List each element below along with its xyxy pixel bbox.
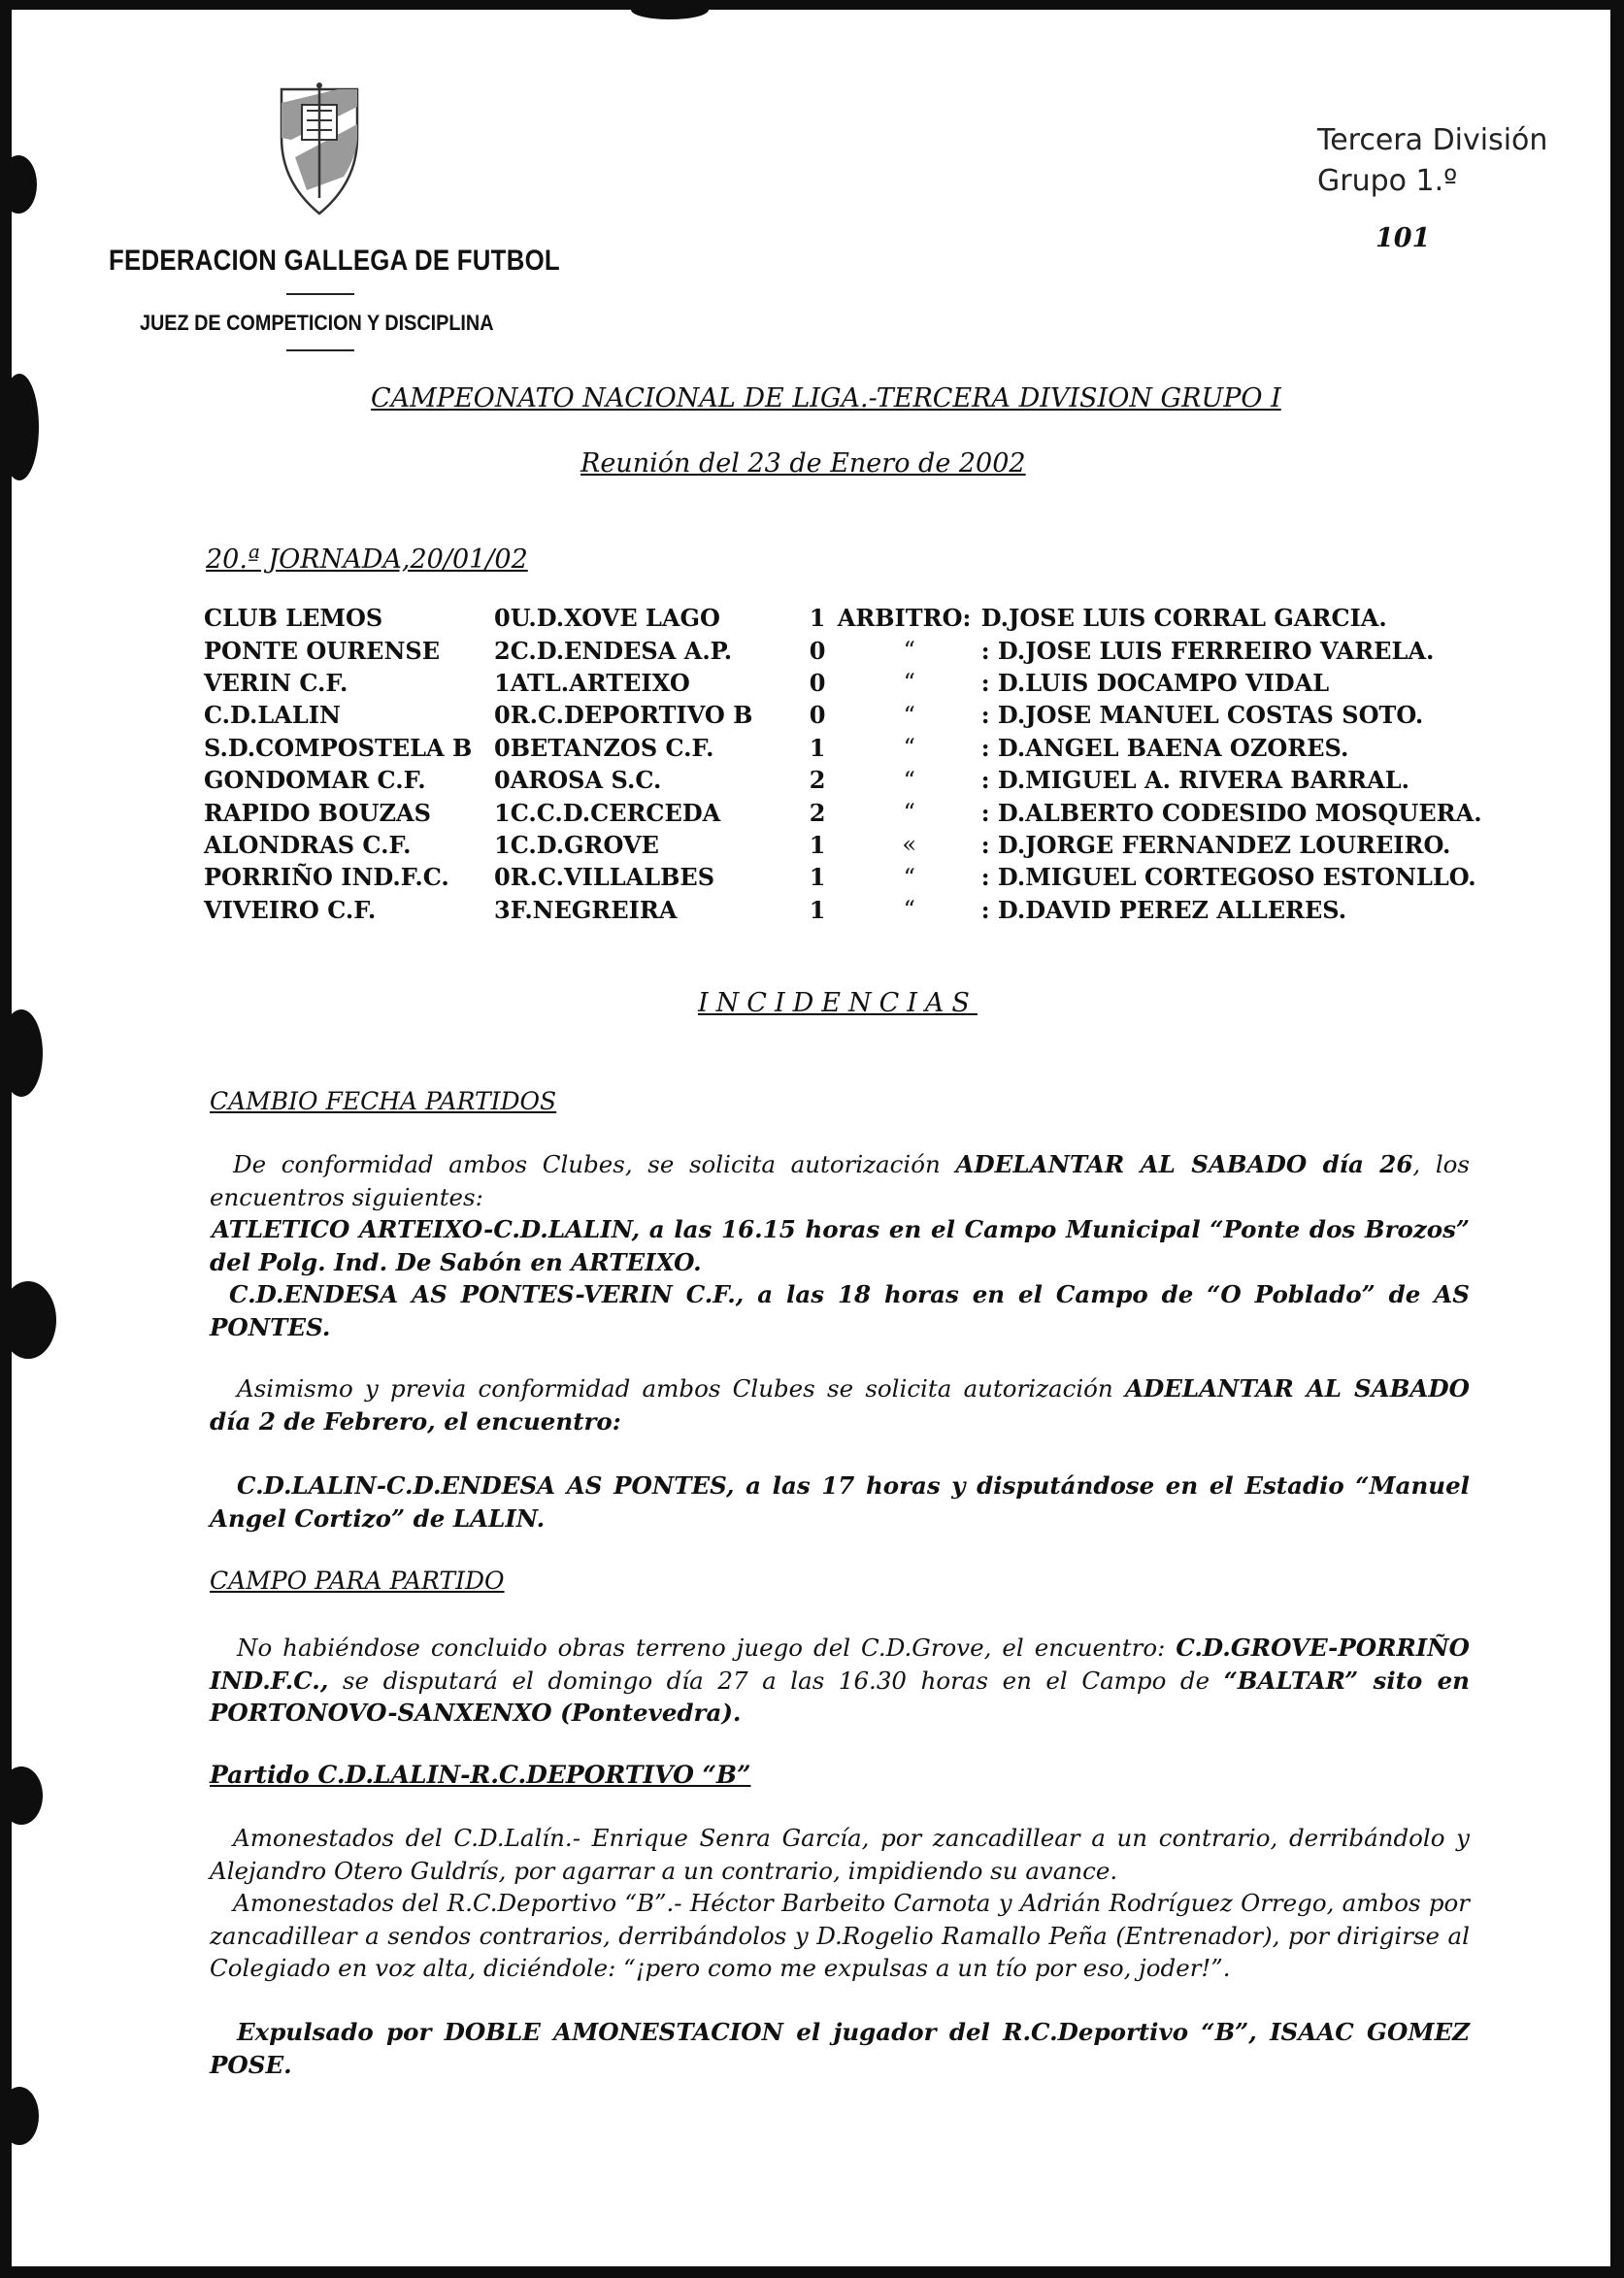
home-score: 0 bbox=[494, 766, 511, 795]
away-score: 1 bbox=[809, 604, 826, 633]
result-row bbox=[204, 667, 1482, 699]
scan-blot bbox=[0, 1009, 43, 1097]
text-run: ADELANTAR AL SABADO día 2 de Febrero, el encuentro: bbox=[210, 1374, 1470, 1436]
division-label bbox=[1317, 120, 1547, 202]
away-team: R.C.DEPORTIVO B bbox=[510, 701, 753, 730]
away-team: U.D.XOVE LAGO bbox=[510, 604, 720, 633]
result-row bbox=[204, 796, 1482, 828]
referee-name: : D.MIGUEL A. RIVERA BARRAL. bbox=[980, 766, 1409, 795]
referee-label: “ bbox=[903, 701, 915, 729]
result-row bbox=[204, 732, 1482, 764]
referee-label: “ bbox=[903, 766, 915, 794]
referee-label: “ bbox=[903, 734, 915, 762]
referee-label: “ bbox=[903, 896, 915, 924]
division-name: Tercera División bbox=[1317, 123, 1548, 157]
federation-name: FEDERACION GALLEGA DE FUTBOL bbox=[109, 245, 560, 277]
home-team: PORRIÑO IND.F.C. bbox=[204, 863, 449, 892]
home-score: 1 bbox=[494, 830, 511, 859]
header-divider bbox=[286, 349, 354, 351]
paragraph-match-lalin: C.D.LALIN-C.D.ENDESA AS PONTES, a las 17 horas y disputándose en el Estadio “Manuel Angel Cortizo” de LALIN. bbox=[210, 1471, 1470, 1533]
section-heading-partido: Partido C.D.LALIN-R.C.DEPORTIVO “B” bbox=[210, 1761, 751, 1789]
away-team: AROSA S.C. bbox=[510, 766, 662, 795]
result-row bbox=[204, 602, 1482, 634]
text-run: ADELANTAR AL SABADO día 26 bbox=[955, 1150, 1413, 1178]
section-heading-cambio-fecha: CAMBIO FECHA PARTIDOS bbox=[210, 1087, 557, 1115]
text-run: De conformidad ambos Clubes, se solicita autorización bbox=[233, 1150, 956, 1178]
meeting-date: Reunión del 23 de Enero de 2002 bbox=[580, 448, 1026, 479]
result-row bbox=[204, 861, 1482, 893]
paragraph-amonestados-lalin: Amonestados del C.D.Lalín.- Enrique Senra García, por zancadillear a un contrario, derribándolo y Alejandro Otero Guldrís, por agarrar a un contrario, impidiendo su avance. bbox=[210, 1824, 1470, 1885]
away-team: BETANZOS C.F. bbox=[510, 733, 714, 762]
home-team: S.D.COMPOSTELA B bbox=[204, 733, 473, 762]
home-score: 1 bbox=[494, 668, 511, 697]
referee-label: “ bbox=[903, 637, 915, 665]
away-team: R.C.VILLALBES bbox=[510, 863, 715, 892]
text-run: C.D.GROVE-PORRIÑO IND.F.C., bbox=[210, 1634, 1470, 1695]
home-team: GONDOMAR C.F. bbox=[204, 766, 426, 795]
away-team: F.NEGREIRA bbox=[510, 895, 678, 924]
home-score: 0 bbox=[494, 863, 511, 892]
results-table bbox=[204, 602, 1482, 926]
header-divider bbox=[286, 293, 354, 295]
scan-blot bbox=[0, 374, 39, 480]
away-score: 2 bbox=[809, 766, 826, 795]
home-team: VIVEIRO C.F. bbox=[204, 895, 377, 924]
referee-label: “ bbox=[903, 669, 915, 697]
text-run: No habiéndose concluido obras terreno juego del C.D.Grove, el encuentro: bbox=[237, 1634, 1177, 1662]
referee-name: D.JOSE LUIS CORRAL GARCIA. bbox=[980, 604, 1387, 633]
referee-name: : D.LUIS DOCAMPO VIDAL bbox=[980, 668, 1330, 697]
home-score: 0 bbox=[494, 701, 511, 730]
referee-name: : D.ANGEL BAENA OZORES. bbox=[980, 733, 1349, 762]
referee-name: : D.DAVID PEREZ ALLERES. bbox=[980, 895, 1347, 924]
paragraph-amonestados-deportivo: Amonestados del R.C.Deportivo “B”.- Héctor Barbeito Carnota y Adrián Rodríguez Orrego, ambos por zancadillear a sendos contrarios, derribándolos y D.Rogelio Ramallo Peña (Entrenador), por dirigirse al Colegiado en voz alta, diciéndole: “¡pero como me expulsas a un tío por eso, joder!”. bbox=[210, 1889, 1470, 1982]
text-run: Asimismo y previa conformidad ambos Clubes se solicita autorización bbox=[237, 1374, 1125, 1403]
scan-blot bbox=[0, 155, 37, 214]
away-score: 2 bbox=[809, 798, 826, 827]
incidencias-title: INCIDENCIAS bbox=[698, 988, 978, 1018]
home-score: 2 bbox=[494, 636, 511, 665]
away-team: C.D.ENDESA A.P. bbox=[510, 636, 733, 665]
home-score: 0 bbox=[494, 604, 511, 633]
referee-label: “ bbox=[903, 799, 915, 827]
home-score: 0 bbox=[494, 733, 511, 762]
referee-name: : D.MIGUEL CORTEGOSO ESTONLLO. bbox=[980, 863, 1476, 892]
away-score: 1 bbox=[809, 830, 826, 859]
judge-title: JUEZ DE COMPETICION Y DISCIPLINA bbox=[140, 311, 494, 335]
home-score: 1 bbox=[494, 798, 511, 827]
round-title: 20.ª JORNADA,20/01/02 bbox=[206, 545, 528, 575]
federation-crest-icon bbox=[278, 82, 361, 217]
section-heading-campo: CAMPO PARA PARTIDO bbox=[210, 1567, 505, 1595]
result-row bbox=[204, 699, 1482, 731]
result-row bbox=[204, 764, 1482, 796]
result-row bbox=[204, 894, 1482, 926]
paragraph-match-endesa: C.D.ENDESA AS PONTES-VERIN C.F., a las 18 horas en el Campo de “O Poblado” de AS PONTES. bbox=[210, 1280, 1470, 1341]
home-team: RAPIDO BOUZAS bbox=[204, 798, 431, 827]
result-row bbox=[204, 829, 1482, 861]
scan-blot bbox=[0, 1281, 56, 1359]
home-team: ALONDRAS C.F. bbox=[204, 830, 412, 859]
home-team: PONTE OURENSE bbox=[204, 636, 441, 665]
text-run: , los encuentros siguientes: bbox=[210, 1150, 1470, 1211]
paragraph-expulsado: Expulsado por DOBLE AMONESTACION el jugador del R.C.Deportivo “B”, ISAAC GOMEZ POSE. bbox=[210, 2018, 1470, 2079]
paragraph-match-arteixo: ATLETICO ARTEIXO-C.D.LALIN, a las 16.15 horas en el Campo Municipal “Ponte dos Brozos” del Polg. Ind. De Sabón en ARTEIXO. bbox=[210, 1215, 1470, 1276]
home-team: CLUB LEMOS bbox=[204, 604, 383, 633]
referee-label: “ bbox=[903, 863, 915, 891]
away-score: 0 bbox=[809, 668, 826, 697]
referee-label: ARBITRO: bbox=[837, 604, 972, 633]
away-score: 1 bbox=[809, 895, 826, 924]
home-team: C.D.LALIN bbox=[204, 701, 341, 730]
home-score: 3 bbox=[494, 895, 511, 924]
scan-blot bbox=[631, 0, 709, 19]
referee-name: : D.JORGE FERNANDEZ LOUREIRO. bbox=[980, 830, 1451, 859]
scan-blot bbox=[0, 2087, 39, 2145]
away-team: ATL.ARTEIXO bbox=[510, 668, 690, 697]
referee-label: « bbox=[902, 831, 917, 859]
scan-blot bbox=[0, 1766, 43, 1825]
away-team: C.D.GROVE bbox=[510, 830, 659, 859]
page-number: 101 bbox=[1375, 223, 1431, 253]
away-team: C.C.D.CERCEDA bbox=[510, 798, 721, 827]
paragraph-cambio-intro bbox=[210, 1148, 1470, 1213]
referee-name: : D.JOSE LUIS FERREIRO VARELA. bbox=[980, 636, 1435, 665]
home-team: VERIN C.F. bbox=[204, 668, 348, 697]
text-run: “BALTAR” sito en PORTONOVO-SANXENXO (Pontevedra). bbox=[210, 1666, 1470, 1727]
away-score: 0 bbox=[809, 636, 826, 665]
division-group: Grupo 1.º bbox=[1317, 164, 1458, 198]
referee-name: : D.JOSE MANUEL COSTAS SOTO. bbox=[980, 701, 1424, 730]
text-run: se disputará el domingo día 27 a las 16.30 horas en el Campo de bbox=[328, 1666, 1224, 1695]
document-title: CAMPEONATO NACIONAL DE LIGA.-TERCERA DIVISION GRUPO I bbox=[371, 383, 1281, 413]
paragraph-campo bbox=[210, 1632, 1470, 1730]
paragraph-asimismo bbox=[210, 1372, 1470, 1437]
away-score: 1 bbox=[809, 863, 826, 892]
away-score: 1 bbox=[809, 733, 826, 762]
away-score: 0 bbox=[809, 701, 826, 730]
referee-name: : D.ALBERTO CODESIDO MOSQUERA. bbox=[980, 798, 1482, 827]
result-row bbox=[204, 634, 1482, 666]
